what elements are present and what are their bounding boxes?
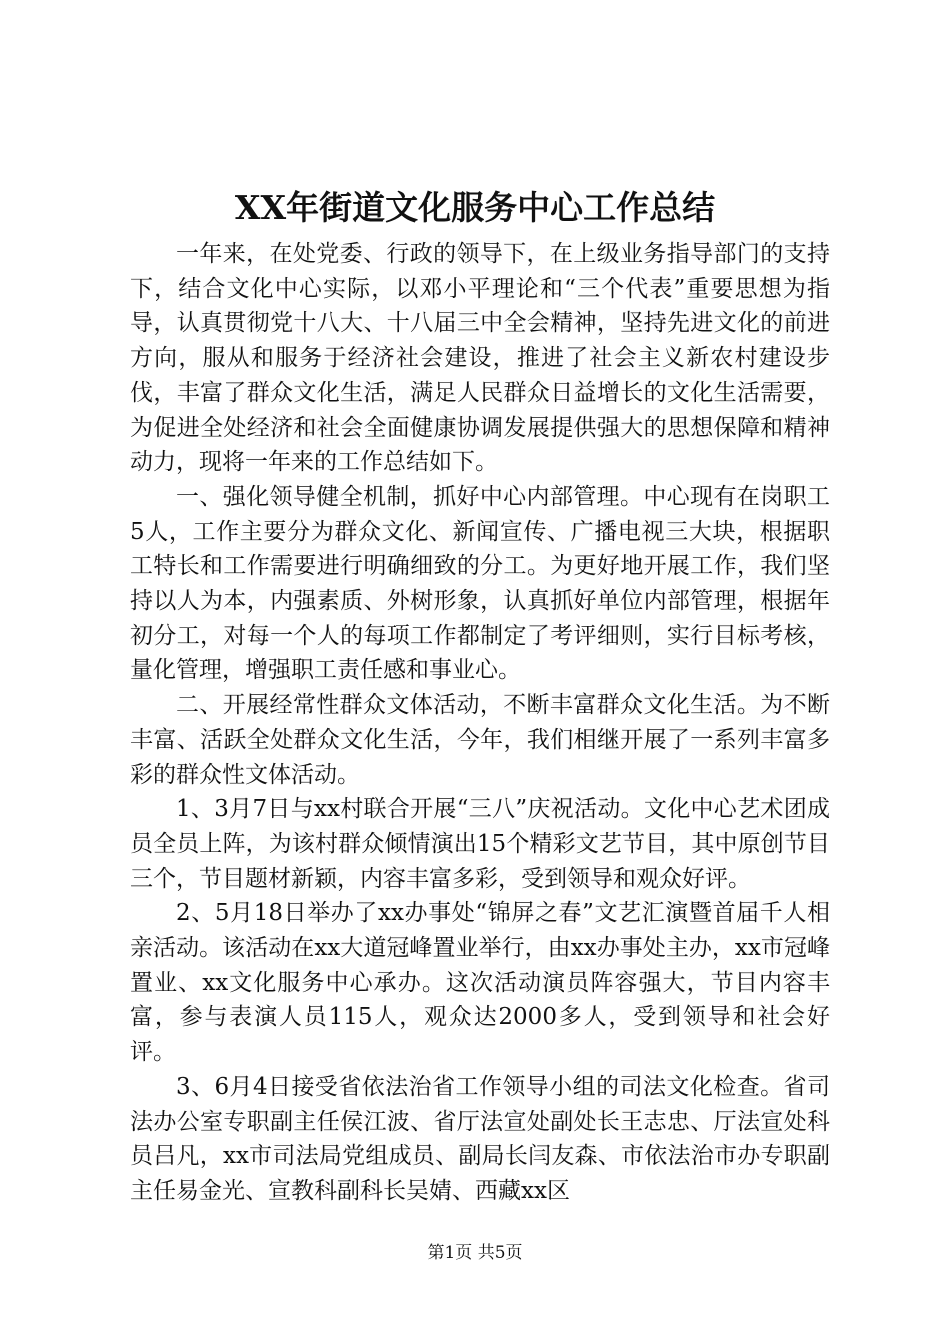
document-body: [130, 237, 830, 1209]
paragraph-section-1: 一、强化领导健全机制，抓好中心内部管理。中心现有在岗职工5人，工作主要分为群众文化、新闻宣传、广播电视三大块，根据职工特长和工作需要进行明确细致的分工。为更好地开展工作，我们坚持以人为本，内强素质、外树形象，认真抓好单位内部管理，根据年初分工，对每一个人的每项工作都制定了考评细则，实行目标考核，量化管理，增强职工责任感和事业心。: [130, 483, 830, 684]
paragraph-section-2: 二、开展经常性群众文体活动，不断丰富群众文化生活。为不断丰富、活跃全处群众文化生活，今年，我们相继开展了一系列丰富多彩的群众性文体活动。: [130, 692, 830, 788]
document-title: XX年街道文化服务中心工作总结: [234, 188, 716, 227]
paragraph-item-3: 3、6月4日接受省依法治省工作领导小组的司法文化检查。省司法办公室专职副主任侯江波、省厅法宣处副处长王志忠、厅法宣处科员吕凡，xx市司法局党组成员、副局长闫友森、市依法治市办专职副主任易金光、宣教科副科长吴婧、西藏xx区: [130, 1073, 830, 1204]
paragraph-item-1: 1、3月7日与xx村联合开展“三八”庆祝活动。文化中心艺术团成员全员上阵，为该村群众倾情演出15个精彩文艺节目，其中原创节目三个，节目题材新颖，内容丰富多彩，受到领导和观众好评。: [130, 796, 830, 892]
paragraph-intro: 一年来，在处党委、行政的领导下，在上级业务指导部门的支持下，结合文化中心实际，以邓小平理论和“三个代表”重要思想为指导，认真贯彻党十八大、十八届三中全会精神，坚持先进文化的前进方向，服从和服务于经济社会建设，推进了社会主义新农村建设步伐，丰富了群众文化生活，满足人民群众日益增长的文化生活需要，为促进全处经济和社会全面健康协调发展提供强大的思想保障和精神动力，现将一年来的工作总结如下。: [130, 241, 830, 476]
paragraph-item-2: 2、5月18日举办了xx办事处“锦屏之春”文艺汇演暨首届千人相亲活动。该活动在xx大道冠峰置业举行，由xx办事处主办，xx市冠峰置业、xx文化服务中心承办。这次活动演员阵容强大，节目内容丰富，参与表演人员115人，观众达2000多人，受到领导和社会好评。: [130, 900, 830, 1066]
page-number-footer: 第1页 共5页: [427, 1243, 523, 1263]
